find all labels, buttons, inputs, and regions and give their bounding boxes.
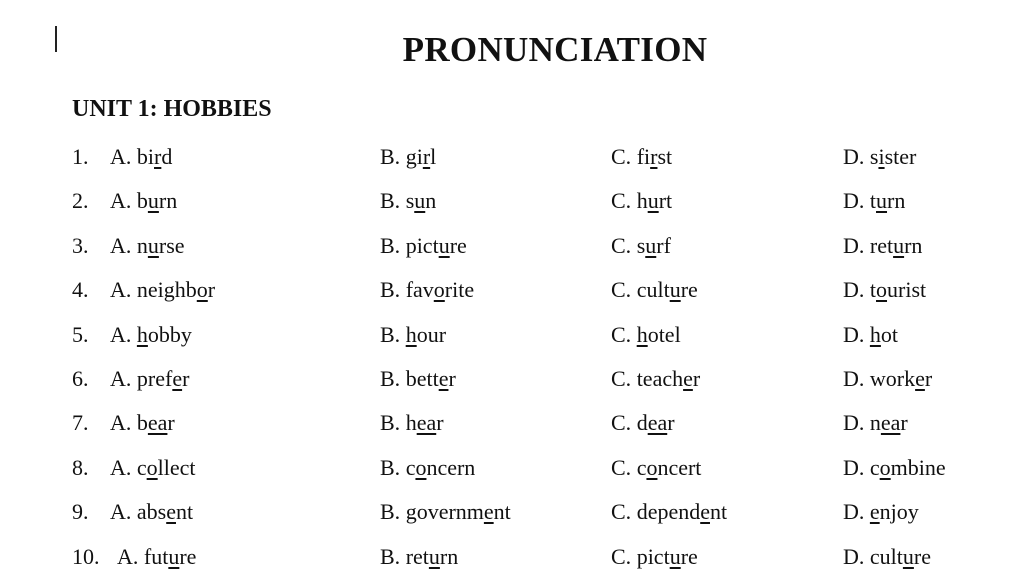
underlined-letters: u: [147, 188, 159, 214]
word-post: nt: [175, 499, 194, 525]
option-b: [380, 277, 474, 303]
option-letter: C.: [611, 188, 632, 214]
word-pre: ret: [405, 543, 429, 569]
word-post: r: [182, 365, 190, 391]
option-d: [843, 366, 932, 392]
underlined-letters: o: [876, 277, 888, 303]
word-post: r: [448, 365, 456, 391]
option-c: [611, 322, 681, 348]
option-a: [110, 233, 185, 259]
word-post: rt: [658, 188, 673, 214]
option-b: [380, 499, 511, 525]
word-pre: c: [869, 454, 880, 480]
option-letter: A.: [110, 188, 132, 214]
word-post: r: [167, 410, 175, 436]
underlined-letters: u: [893, 232, 905, 258]
underlined-letters: o: [646, 454, 658, 480]
word-pre: n: [136, 232, 148, 258]
word-post: rn: [439, 543, 459, 569]
question-number: 5.: [72, 321, 89, 347]
word-pre: neighb: [136, 277, 197, 303]
option-b: [380, 455, 475, 481]
option-d: [843, 455, 946, 481]
word-post: ster: [884, 144, 917, 169]
underlined-letters: u: [168, 543, 180, 569]
option-letter: C.: [611, 365, 632, 391]
underlined-letters: ea: [416, 410, 437, 436]
option-a: [110, 455, 196, 481]
underlined-letters: u: [669, 543, 681, 569]
word-pre: pref: [136, 365, 173, 391]
word-post: rn: [158, 188, 178, 214]
underlined-letters: e: [483, 499, 494, 525]
word-pre: work: [869, 365, 916, 391]
question-number: 8.: [72, 454, 89, 480]
underlined-letters: e: [869, 499, 880, 525]
underlined-letters: o: [196, 277, 208, 303]
option-b: [380, 544, 458, 570]
word-post: ot: [880, 321, 899, 347]
question-number: 2.: [72, 188, 89, 214]
word-post: rn: [887, 188, 906, 214]
question-row: [0, 358, 1024, 402]
underlined-letters: u: [645, 232, 657, 258]
option-a: [117, 544, 196, 570]
question-row: [0, 402, 1024, 446]
word-post: obby: [147, 321, 192, 347]
underlined-letters: ea: [880, 410, 901, 436]
underlined-letters: h: [136, 321, 148, 347]
option-d: [843, 322, 898, 348]
option-letter: B.: [380, 232, 401, 258]
word-post: re: [680, 277, 698, 303]
word-pre: s: [636, 232, 646, 258]
option-letter: D.: [843, 277, 865, 303]
word-post: our: [416, 321, 447, 347]
underlined-letters: u: [647, 188, 659, 214]
option-letter: D.: [843, 365, 865, 391]
word-pre: t: [869, 277, 877, 303]
word-post: rse: [158, 232, 185, 258]
word-pre: governm: [405, 499, 484, 525]
option-letter: D.: [843, 188, 865, 214]
word-post: rn: [904, 232, 923, 258]
underlined-letters: o: [879, 454, 891, 480]
word-pre: c: [136, 454, 147, 480]
word-pre: cult: [636, 277, 670, 303]
underlined-letters: r: [650, 144, 658, 169]
option-d: [843, 544, 931, 570]
question-list: [0, 136, 1024, 580]
underlined-letters: o: [433, 277, 445, 303]
word-post: nt: [493, 499, 511, 525]
option-c: [611, 366, 700, 392]
word-post: otel: [647, 321, 681, 347]
option-letter: D.: [843, 454, 865, 480]
underlined-letters: r: [154, 144, 162, 169]
option-letter: C.: [611, 232, 632, 258]
option-letter: A.: [110, 321, 132, 347]
page-title: PRONUNCIATION: [402, 30, 708, 69]
word-post: d: [161, 144, 173, 169]
word-post: mbine: [890, 454, 946, 480]
word-post: r: [667, 410, 675, 436]
question-number: 9.: [72, 499, 89, 525]
option-a: [110, 188, 177, 214]
underlined-letters: e: [172, 365, 183, 391]
word-post: re: [449, 232, 467, 258]
question-row: [0, 225, 1024, 269]
word-pre: c: [405, 454, 416, 480]
option-letter: A.: [110, 144, 132, 169]
option-letter: D.: [843, 499, 865, 525]
underlined-letters: u: [669, 277, 681, 303]
question-row: [0, 314, 1024, 358]
word-pre: cult: [869, 543, 903, 569]
option-letter: B.: [380, 321, 401, 347]
word-pre: bett: [405, 365, 439, 391]
word-post: l: [430, 144, 437, 169]
option-a: [110, 499, 193, 525]
underlined-letters: e: [438, 365, 449, 391]
word-pre: ret: [869, 232, 894, 258]
underlined-letters: u: [876, 188, 888, 214]
option-c: [611, 499, 727, 525]
underlined-letters: u: [438, 232, 450, 258]
option-letter: B.: [380, 277, 401, 303]
option-letter: A.: [117, 543, 139, 569]
option-b: [380, 410, 444, 436]
option-letter: D.: [843, 232, 865, 258]
option-letter: B.: [380, 144, 401, 169]
option-letter: B.: [380, 499, 401, 525]
option-d: [843, 144, 916, 170]
option-c: [611, 144, 672, 170]
option-a: [110, 277, 215, 303]
option-letter: B.: [380, 410, 401, 436]
question-number: 6.: [72, 365, 89, 391]
option-letter: C.: [611, 277, 632, 303]
word-post: r: [900, 410, 908, 436]
option-d: [843, 410, 908, 436]
option-b: [380, 144, 436, 170]
word-pre: h: [636, 188, 648, 214]
word-pre: c: [636, 454, 647, 480]
word-post: rite: [444, 277, 475, 303]
underlined-letters: h: [405, 321, 417, 347]
option-b: [380, 233, 467, 259]
option-c: [611, 233, 671, 259]
word-post: rf: [656, 232, 671, 258]
underlined-letters: h: [636, 321, 648, 347]
underlined-letters: o: [415, 454, 427, 480]
word-post: re: [680, 543, 698, 569]
underlined-letters: ea: [647, 410, 668, 436]
word-pre: bi: [136, 144, 155, 169]
word-post: ncern: [426, 454, 476, 480]
option-letter: C.: [611, 144, 632, 169]
option-letter: A.: [110, 232, 132, 258]
option-b: [380, 188, 436, 214]
option-c: [611, 188, 672, 214]
underlined-letters: u: [414, 188, 426, 214]
word-pre: b: [136, 410, 148, 436]
option-letter: B.: [380, 543, 401, 569]
underlined-letters: h: [869, 321, 881, 347]
option-letter: C.: [611, 543, 632, 569]
option-c: [611, 544, 698, 570]
option-letter: D.: [843, 144, 865, 169]
option-d: [843, 499, 919, 525]
word-pre: fut: [143, 543, 169, 569]
word-post: urist: [887, 277, 927, 303]
word-post: re: [913, 543, 931, 569]
question-row: [0, 536, 1024, 580]
word-pre: s: [869, 144, 879, 169]
word-post: r: [436, 410, 444, 436]
option-c: [611, 277, 698, 303]
word-pre: gi: [405, 144, 423, 169]
word-pre: h: [405, 410, 417, 436]
option-letter: B.: [380, 188, 401, 214]
word-pre: fav: [405, 277, 434, 303]
question-row: [0, 269, 1024, 313]
option-b: [380, 366, 456, 392]
option-letter: A.: [110, 365, 132, 391]
word-pre: pict: [636, 543, 670, 569]
option-d: [843, 188, 905, 214]
word-pre: d: [636, 410, 648, 436]
word-pre: n: [869, 410, 881, 436]
option-d: [843, 233, 922, 259]
option-letter: D.: [843, 321, 865, 347]
word-post: nt: [709, 499, 728, 525]
word-pre: abs: [136, 499, 167, 525]
question-number: 4.: [72, 277, 89, 303]
option-letter: D.: [843, 543, 865, 569]
underlined-letters: o: [146, 454, 158, 480]
option-a: [110, 322, 192, 348]
option-b: [380, 322, 446, 348]
option-letter: C.: [611, 410, 632, 436]
option-letter: A.: [110, 499, 132, 525]
word-pre: fi: [636, 144, 651, 169]
word-post: re: [179, 543, 197, 569]
option-letter: A.: [110, 277, 132, 303]
option-a: [110, 410, 175, 436]
word-pre: t: [869, 188, 877, 214]
word-post: llect: [157, 454, 196, 480]
word-post: r: [924, 365, 933, 391]
question-row: [0, 180, 1024, 224]
underlined-letters: i: [878, 144, 885, 169]
underlined-letters: ea: [147, 410, 168, 436]
option-letter: C.: [611, 321, 632, 347]
word-pre: pict: [405, 232, 439, 258]
word-post: r: [692, 365, 701, 391]
question-number: 10.: [72, 543, 100, 569]
option-letter: B.: [380, 454, 401, 480]
underlined-letters: r: [422, 144, 431, 169]
word-pre: teach: [636, 365, 684, 391]
option-letter: D.: [843, 410, 865, 436]
question-row: [0, 136, 1024, 180]
underlined-letters: u: [902, 543, 914, 569]
option-letter: C.: [611, 499, 632, 525]
word-post: ncert: [657, 454, 702, 480]
word-post: st: [657, 144, 673, 169]
word-pre: b: [136, 188, 148, 214]
option-letter: A.: [110, 410, 132, 436]
option-c: [611, 410, 675, 436]
question-number: 1.: [72, 144, 89, 169]
option-a: [110, 144, 172, 170]
option-d: [843, 277, 926, 303]
word-post: r: [207, 277, 216, 303]
underlined-letters: e: [166, 499, 176, 525]
option-a: [110, 366, 189, 392]
word-pre: s: [405, 188, 415, 214]
underlined-letters: u: [428, 543, 440, 569]
question-row: [0, 491, 1024, 535]
word-post: njoy: [879, 499, 919, 525]
word-post: n: [425, 188, 437, 214]
option-letter: A.: [110, 454, 132, 480]
underlined-letters: e: [700, 499, 710, 525]
question-row: [0, 447, 1024, 491]
unit-heading: UNIT 1: HOBBIES: [72, 96, 272, 122]
underlined-letters: e: [915, 365, 925, 391]
underlined-letters: u: [147, 232, 159, 258]
word-pre: depend: [636, 499, 701, 525]
option-letter: B.: [380, 365, 401, 391]
option-c: [611, 455, 701, 481]
underlined-letters: e: [683, 365, 693, 391]
question-number: 7.: [72, 410, 89, 436]
question-number: 3.: [72, 232, 89, 258]
option-letter: C.: [611, 454, 632, 480]
